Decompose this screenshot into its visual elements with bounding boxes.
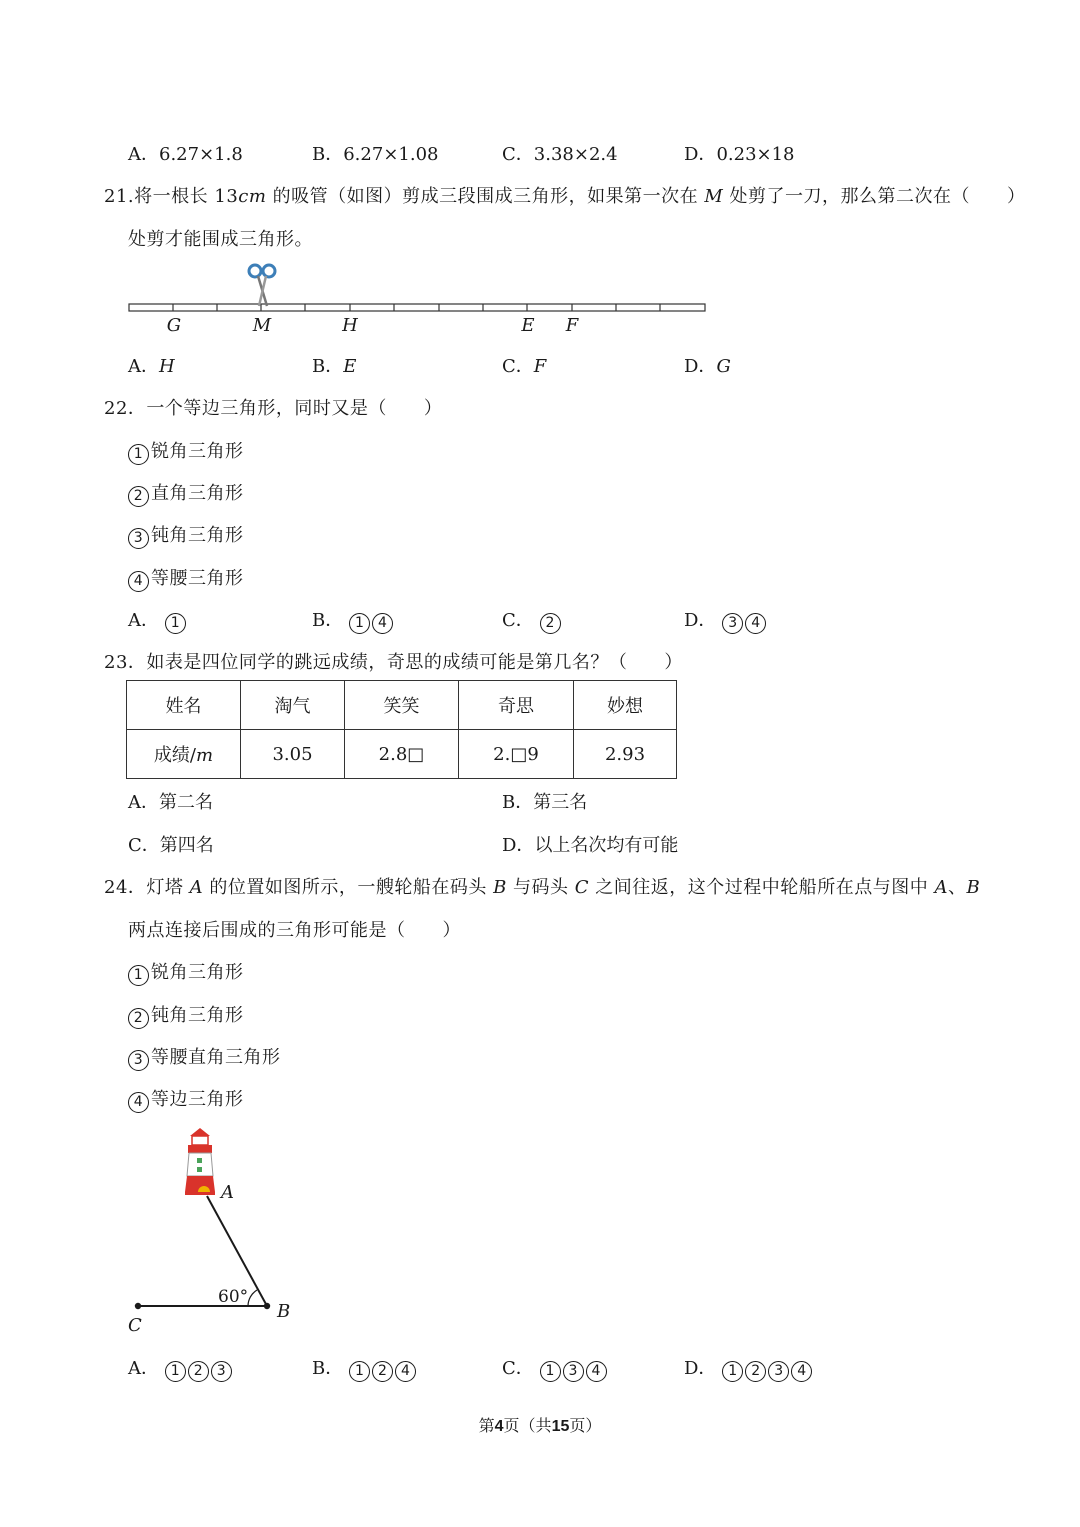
ruler-label-f: F <box>565 315 579 336</box>
label-a: A <box>221 1182 234 1203</box>
angle-arc <box>248 1290 257 1306</box>
ruler-label-h: H <box>342 315 358 336</box>
q20-option-b[interactable]: B．6.27×1.08 <box>312 144 439 165</box>
long-jump-score-table <box>126 680 677 779</box>
q22-number: 22． <box>104 398 147 419</box>
q23-option-c[interactable]: C．第四名 <box>128 835 214 856</box>
q23-option-a[interactable]: A．第二名 <box>128 792 213 813</box>
table-cell: 2.93 <box>574 730 677 779</box>
q22-item-3: 3 钝角三角形 <box>128 521 244 549</box>
table-cell: 2.□9 <box>459 730 574 779</box>
q22-item-4: 4 等腰三角形 <box>128 564 244 592</box>
table-row <box>127 730 677 779</box>
q21-number: 21. <box>104 186 135 207</box>
table-cell: 成绩/m <box>127 730 241 779</box>
page-total: 15 <box>551 1418 570 1435</box>
table-cell: 笑笑 <box>345 681 459 730</box>
table-cell: 奇思 <box>459 681 574 730</box>
q24-item-2: 2 钝角三角形 <box>128 1001 244 1029</box>
label-b: B <box>277 1301 291 1322</box>
q20-option-c[interactable]: C．3.38×2.4 <box>502 144 618 165</box>
q24-option-c[interactable]: C． 1 3 4 <box>502 1354 609 1382</box>
q21-option-d[interactable]: D．G <box>684 356 731 377</box>
table-cell: 姓名 <box>127 681 241 730</box>
q22-item-1: 1 锐角三角形 <box>128 437 244 465</box>
q24-option-a[interactable]: A． 1 2 3 <box>128 1354 234 1382</box>
straw-bar <box>129 304 705 311</box>
q24-question-line1: 24．灯塔 A 的位置如图所示，一艘轮船在码头 B 与码头 C 之间往返，这个过程中轮船所在点与图中 A、B <box>104 877 981 898</box>
ruler-label-g: G <box>166 315 182 336</box>
q20-option-d[interactable]: D．0.23×18 <box>684 144 795 165</box>
q23-option-d[interactable]: D．以上名次均有可能 <box>502 835 679 856</box>
scissors-icon <box>249 265 275 306</box>
table-header-row <box>127 681 677 730</box>
q24-question-line2: 两点连接后围成的三角形可能是（ ） <box>128 920 461 941</box>
q23-question: 23．如表是四位同学的跳远成绩，奇思的成绩可能是第几名？（ ） <box>104 652 683 673</box>
q24-item-4: 4 等边三角形 <box>128 1085 244 1113</box>
ruler-label-e: E <box>521 315 535 336</box>
ruler-label-m: M <box>252 315 272 336</box>
q21-question-line2: 处剪才能围成三角形。 <box>128 229 313 250</box>
q24-item-3: 3 等腰直角三角形 <box>128 1043 281 1071</box>
table-cell: 淘气 <box>241 681 345 730</box>
q24-option-d[interactable]: D． 1 2 3 4 <box>684 1354 814 1382</box>
q24-number: 24． <box>104 877 147 898</box>
lighthouse-figure <box>120 1122 320 1342</box>
page-footer: 第4页（共15页） <box>478 1416 602 1435</box>
table-cell: 2.8□ <box>345 730 459 779</box>
label-c: C <box>128 1315 142 1336</box>
q22-option-b[interactable]: B． 1 4 <box>312 606 395 634</box>
q24-option-b[interactable]: B． 1 2 4 <box>312 1354 418 1382</box>
q21-option-a[interactable]: A．H <box>128 356 175 377</box>
q20-option-a[interactable]: A．6.27×1.8 <box>128 144 243 165</box>
angle-label: 60° <box>218 1287 249 1307</box>
table-cell: 妙想 <box>574 681 677 730</box>
q21-option-c[interactable]: C．F <box>502 356 547 377</box>
q21-option-b[interactable]: B．E <box>312 356 357 377</box>
table-cell: 3.05 <box>241 730 345 779</box>
q24-item-1: 1 锐角三角形 <box>128 958 244 986</box>
q22-question: 22．一个等边三角形，同时又是（ ） <box>104 398 443 419</box>
q22-item-2: 2 直角三角形 <box>128 479 244 507</box>
straw-ruler-figure <box>120 258 720 338</box>
q23-number: 23． <box>104 652 147 673</box>
q21-question-line1: 21.将一根长 13cm 的吸管（如图）剪成三段围成三角形，如果第一次在 M 处剪了一刀，那么第二次在（ ） <box>104 186 1026 207</box>
page-number: 4 <box>494 1418 504 1435</box>
q22-option-a[interactable]: A． 1 <box>128 606 188 634</box>
q23-option-b[interactable]: B．第三名 <box>502 792 588 813</box>
q22-option-c[interactable]: C． 2 <box>502 606 563 634</box>
q22-option-d[interactable]: D． 3 4 <box>684 606 768 634</box>
point-b <box>264 1303 270 1309</box>
point-c <box>135 1303 141 1309</box>
lighthouse-icon <box>185 1128 215 1195</box>
